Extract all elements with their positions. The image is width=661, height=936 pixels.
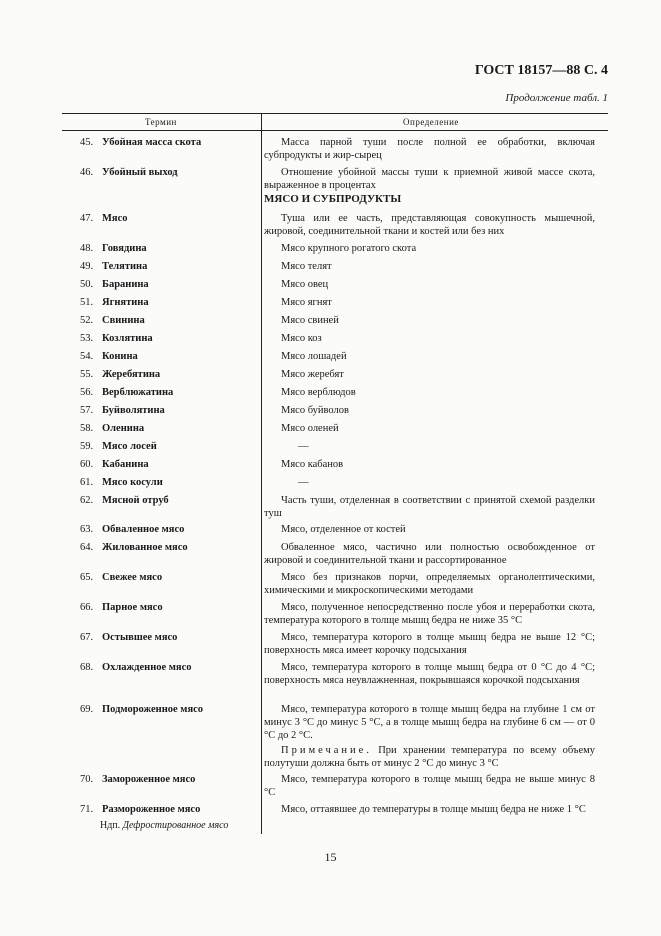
term-cell bbox=[80, 368, 258, 381]
definition-text: Мясо жеребят bbox=[281, 369, 344, 380]
term-number: 65. bbox=[80, 572, 94, 583]
term-name: Телятина bbox=[102, 261, 148, 272]
term-number: 71. bbox=[80, 804, 94, 815]
term-cell bbox=[80, 260, 258, 273]
term-name: Козлятина bbox=[102, 333, 153, 344]
term-cell bbox=[80, 631, 258, 644]
definition-cell bbox=[264, 166, 595, 192]
document-header: ГОСТ 18157—88 С. 4 bbox=[474, 63, 608, 78]
term-number: 51. bbox=[80, 297, 94, 308]
definition-cell bbox=[264, 136, 595, 162]
term-number: 56. bbox=[80, 387, 94, 398]
term-cell bbox=[80, 166, 258, 179]
definition-cell bbox=[264, 386, 595, 399]
definition-cell bbox=[264, 314, 595, 327]
term-number: 70. bbox=[80, 774, 94, 785]
term-number: 46. bbox=[80, 167, 94, 178]
term-number: 47. bbox=[80, 213, 94, 224]
definition-cell bbox=[264, 260, 595, 273]
definition-cell bbox=[264, 332, 595, 345]
definition-text: Мясо телят bbox=[281, 261, 332, 272]
term-cell bbox=[80, 212, 258, 225]
term-name: Жеребятина bbox=[102, 369, 161, 380]
table-column-divider bbox=[261, 114, 262, 834]
term-number: 54. bbox=[80, 351, 94, 362]
definition-text: Мясо свиней bbox=[281, 315, 339, 326]
definition-cell bbox=[264, 278, 595, 291]
term-name: Парное мясо bbox=[102, 602, 163, 613]
term-number: 66. bbox=[80, 602, 94, 613]
definition-cell bbox=[264, 404, 595, 417]
definition-text: Мясо коз bbox=[281, 333, 322, 344]
term-name: Свежее мясо bbox=[102, 572, 163, 583]
definition-text: Мясо, температура которого в толще мышц бедра от 0 °С до 4 °С; поверхность мяса неувлажненная, покрывшаяся корочкой подсыхания bbox=[264, 662, 595, 686]
term-cell bbox=[80, 494, 258, 507]
definition-text: Мясо овец bbox=[281, 279, 329, 290]
definition-cell bbox=[264, 440, 595, 453]
term-number: 63. bbox=[80, 524, 94, 535]
term-cell bbox=[80, 314, 258, 327]
ndp-label: Ндп. bbox=[100, 820, 121, 831]
definition-text: — bbox=[298, 441, 309, 452]
term-name: Мясо косули bbox=[102, 477, 163, 488]
table-top-rule bbox=[62, 113, 608, 114]
term-number: 55. bbox=[80, 369, 94, 380]
definition-text: Мясо верблюдов bbox=[281, 387, 356, 398]
term-name: Обваленное мясо bbox=[102, 524, 185, 535]
definition-text: Мясо оленей bbox=[281, 423, 339, 434]
term-cell bbox=[80, 476, 258, 489]
definition-text: Мясо ягнят bbox=[281, 297, 332, 308]
term-name: Остывшее мясо bbox=[102, 632, 178, 643]
term-number: 48. bbox=[80, 243, 94, 254]
note-label: Примечание. bbox=[281, 745, 372, 756]
definition-cell bbox=[264, 422, 595, 435]
term-name: Верблюжатина bbox=[102, 387, 174, 398]
section-title: МЯСО И СУБПРОДУКТЫ bbox=[264, 193, 402, 205]
term-cell bbox=[80, 773, 258, 786]
term-cell bbox=[80, 601, 258, 614]
table-continuation-label: Продолжение табл. 1 bbox=[505, 92, 608, 104]
definition-text: Мясо, оттаявшее до температуры в толще мышц бедра не ниже 1 °С bbox=[281, 804, 586, 815]
definition-cell bbox=[264, 350, 595, 363]
term-number: 61. bbox=[80, 477, 94, 488]
term-name: Конина bbox=[102, 351, 138, 362]
term-number: 57. bbox=[80, 405, 94, 416]
term-number: 59. bbox=[80, 441, 94, 452]
table-header-rule bbox=[62, 130, 608, 131]
term-cell bbox=[80, 803, 258, 816]
term-name: Замороженное мясо bbox=[102, 774, 196, 785]
definition-text: Мясо, температура которого в толще мышц бедра на глубине 1 см от минус 3 °С до минус 5 °С, а в толще мышц бедра на глубине 6 см — от 0 °С до 2 °С. bbox=[264, 704, 595, 741]
column-header-term: Термин bbox=[145, 117, 177, 127]
term-name: Говядина bbox=[102, 243, 147, 254]
term-number: 49. bbox=[80, 261, 94, 272]
term-number: 67. bbox=[80, 632, 94, 643]
definition-text: Туша или ее часть, представляющая совокупность мышечной, жировой, соединительной ткани и костей или без них bbox=[264, 213, 595, 237]
term-number: 62. bbox=[80, 495, 94, 506]
definition-cell bbox=[264, 661, 595, 687]
term-name: Ягнятина bbox=[102, 297, 149, 308]
term-name: Убойная масса скота bbox=[102, 137, 202, 148]
term-cell bbox=[80, 458, 258, 471]
term-number: 69. bbox=[80, 704, 94, 715]
term-number: 68. bbox=[80, 662, 94, 673]
term-number: 52. bbox=[80, 315, 94, 326]
term-cell bbox=[80, 332, 258, 345]
term-number: 45. bbox=[80, 137, 94, 148]
term-cell bbox=[80, 523, 258, 536]
page-number: 15 bbox=[324, 850, 337, 864]
term-cell bbox=[80, 703, 258, 716]
term-cell bbox=[80, 571, 258, 584]
term-number: 58. bbox=[80, 423, 94, 434]
definition-text: Мясо, полученное непосредственно после убоя и переработки скота, температура которого в толще мышц бедра не ниже 35 °С bbox=[264, 602, 595, 626]
definition-cell bbox=[264, 541, 595, 567]
term-cell bbox=[80, 404, 258, 417]
definition-text: Мясо, отделенное от костей bbox=[281, 524, 406, 535]
term-name: Буйволятина bbox=[102, 405, 165, 416]
term-number: 50. bbox=[80, 279, 94, 290]
definition-text: Масса парной туши после полной ее обработки, включая субпродукты и жир-сырец bbox=[264, 137, 595, 161]
definition-text: Мясо кабанов bbox=[281, 459, 344, 470]
definition-cell bbox=[264, 631, 595, 657]
term-name: Мясо лосей bbox=[102, 441, 157, 452]
term-name: Свинина bbox=[102, 315, 145, 326]
term-cell bbox=[80, 661, 258, 674]
definition-cell bbox=[264, 601, 595, 627]
term-name: Жилованное мясо bbox=[102, 542, 188, 553]
definition-cell bbox=[264, 523, 595, 536]
column-header-definition: Определение bbox=[403, 117, 459, 127]
term-name: Мясной отруб bbox=[102, 495, 169, 506]
definition-cell bbox=[264, 703, 595, 742]
term-number: 64. bbox=[80, 542, 94, 553]
definition-text: Мясо, температура которого в толще мышц бедра не выше 12 °С; поверхность мяса имеет корочку подсыхания bbox=[264, 632, 595, 656]
definition-text: Мясо буйволов bbox=[281, 405, 349, 416]
definition-cell bbox=[264, 476, 595, 489]
definition-text: Мясо крупного рогатого скота bbox=[281, 243, 417, 254]
term-cell bbox=[80, 440, 258, 453]
term-name: Убойный выход bbox=[102, 167, 178, 178]
term-name: Размороженное мясо bbox=[102, 804, 201, 815]
definition-text: Мясо без признаков порчи, определяемых органолептическими, химическими и микроскопическими методами bbox=[264, 572, 595, 596]
definition-cell bbox=[264, 803, 595, 816]
term-name: Подмороженное мясо bbox=[102, 704, 204, 715]
ndp-term: Дефростированное мясо bbox=[122, 820, 229, 831]
term-cell bbox=[80, 422, 258, 435]
definition-cell bbox=[264, 458, 595, 471]
term-name: Кабанина bbox=[102, 459, 149, 470]
term-cell bbox=[80, 350, 258, 363]
note bbox=[264, 744, 595, 770]
definition-cell bbox=[264, 494, 595, 520]
term-cell bbox=[80, 278, 258, 291]
term-name: Мясо bbox=[102, 213, 128, 224]
term-number: 53. bbox=[80, 333, 94, 344]
term-cell bbox=[80, 136, 258, 149]
term-name: Охлажденное мясо bbox=[102, 662, 192, 673]
definition-cell bbox=[264, 773, 595, 799]
definition-text: Часть туши, отделенная в соответствии с принятой схемой разделки туш bbox=[264, 495, 595, 519]
definition-text: Обваленное мясо, частично или полностью освобожденное от жировой и соединительной ткани и рассортированное bbox=[264, 542, 595, 566]
term-cell bbox=[80, 242, 258, 255]
term-cell bbox=[80, 386, 258, 399]
term-cell bbox=[80, 296, 258, 309]
ndp-line bbox=[100, 820, 228, 831]
definition-cell bbox=[264, 571, 595, 597]
definition-cell bbox=[264, 368, 595, 381]
definition-text: Мясо, температура которого в толще мышц бедра не выше минус 8 °С bbox=[264, 774, 595, 798]
definition-cell bbox=[264, 296, 595, 309]
definition-text: Отношение убойной массы туши к приемной живой массе скота, выраженное в процентах bbox=[264, 167, 595, 191]
term-number: 60. bbox=[80, 459, 94, 470]
definition-cell bbox=[264, 242, 595, 255]
term-name: Оленина bbox=[102, 423, 145, 434]
definition-cell bbox=[264, 212, 595, 238]
term-name: Баранина bbox=[102, 279, 149, 290]
definition-text: Мясо лошадей bbox=[281, 351, 347, 362]
note-text: При хранении температура по всему объему полутуши должна быть от минус 2 °С до минус 3 °С bbox=[264, 745, 595, 769]
definition-text: — bbox=[298, 477, 309, 488]
term-cell bbox=[80, 541, 258, 554]
